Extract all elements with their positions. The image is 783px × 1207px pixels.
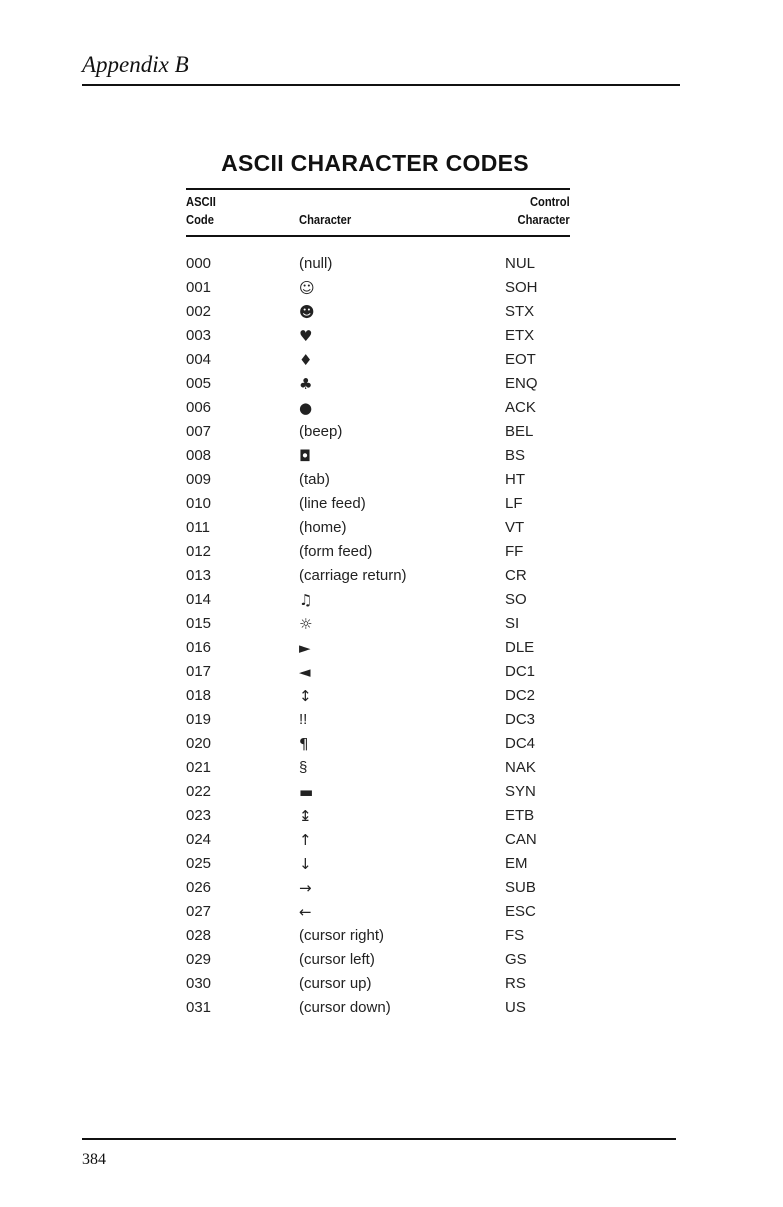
control-character-cell: NAK (505, 759, 536, 776)
character-cell: (null) (299, 255, 333, 272)
control-character-cell: DC2 (505, 687, 536, 704)
character-cell: (tab) (299, 471, 330, 488)
table-row (186, 972, 570, 996)
column-header-ascii-code-line1: ASCII (186, 194, 216, 209)
ascii-code-cell: 005 (186, 375, 212, 392)
table-row (186, 948, 570, 972)
ascii-code-cell: 015 (186, 615, 212, 632)
table-row (186, 540, 570, 564)
table-row (186, 444, 570, 468)
control-character-cell: DC1 (505, 663, 536, 680)
control-character-cell: ACK (505, 399, 536, 416)
ascii-code-cell: 001 (186, 279, 212, 296)
table-row (186, 996, 570, 1020)
table-row (186, 372, 570, 396)
character-cell: (beep) (299, 423, 343, 440)
ascii-code-cell: 011 (186, 519, 210, 536)
footer-rule (82, 1138, 676, 1140)
code-table-body (186, 252, 570, 1020)
ascii-code-cell: 003 (186, 327, 212, 344)
ascii-code-cell: 006 (186, 399, 212, 416)
table-row (186, 564, 570, 588)
table-row (186, 492, 570, 516)
ascii-code-cell: 022 (186, 783, 212, 800)
table-row (186, 708, 570, 732)
ascii-code-cell: 019 (186, 711, 212, 728)
ascii-code-cell: 025 (186, 855, 212, 872)
character-cell: ♥ (299, 327, 313, 345)
character-cell: ♦ (299, 351, 313, 369)
column-header-ascii-code-line2: Code (186, 212, 214, 227)
character-cell: ☻ (299, 303, 315, 321)
character-cell: (home) (299, 519, 347, 536)
character-cell: !! (299, 711, 308, 728)
table-row (186, 924, 570, 948)
control-character-cell: BS (505, 447, 526, 464)
control-character-cell: ETB (505, 807, 535, 824)
character-cell: ◘ (299, 447, 311, 465)
control-character-cell: BEL (505, 423, 534, 440)
ascii-code-cell: 010 (186, 495, 212, 512)
table-row (186, 468, 570, 492)
ascii-code-cell: 029 (186, 951, 212, 968)
ascii-code-cell: 023 (186, 807, 212, 824)
control-character-cell: DC3 (505, 711, 536, 728)
character-cell: § (299, 759, 308, 776)
column-header-control-line2: Character (517, 212, 570, 227)
control-character-cell: HT (505, 471, 525, 488)
table-row (186, 852, 570, 876)
ascii-code-cell: 024 (186, 831, 212, 848)
character-cell: (line feed) (299, 495, 366, 512)
character-cell: (form feed) (299, 543, 373, 560)
ascii-code-cell: 002 (186, 303, 212, 320)
character-cell: ► (299, 639, 311, 657)
ascii-code-cell: 004 (186, 351, 212, 368)
ascii-code-cell: 020 (186, 735, 212, 752)
character-cell: ☺ (299, 279, 315, 297)
character-cell: ¶ (299, 735, 309, 753)
ascii-code-cell: 031 (186, 999, 212, 1016)
column-header-character: Character (299, 212, 352, 227)
table-row (186, 252, 570, 276)
ascii-code-cell: 012 (186, 543, 212, 560)
table-row (186, 732, 570, 756)
control-character-cell: RS (505, 975, 526, 992)
ascii-code-cell: 018 (186, 687, 212, 704)
control-character-cell: EOT (505, 351, 536, 368)
table-top-rule (186, 188, 570, 190)
control-character-cell: DLE (505, 639, 535, 656)
control-character-cell: GS (505, 951, 527, 968)
table-row (186, 588, 570, 612)
page-title: ASCII CHARACTER CODES (221, 150, 529, 176)
table-row (186, 276, 570, 300)
control-character-cell: ESC (505, 903, 536, 920)
character-cell: ♫ (299, 591, 313, 609)
table-row (186, 804, 570, 828)
table-row (186, 636, 570, 660)
character-cell: (carriage return) (299, 567, 407, 584)
ascii-code-cell: 014 (186, 591, 212, 608)
control-character-cell: VT (505, 519, 525, 536)
control-character-cell: LF (505, 495, 523, 512)
control-character-cell: FF (505, 543, 524, 560)
character-cell: ↓ (299, 855, 312, 873)
character-cell: ♣ (299, 375, 313, 393)
table-row (186, 828, 570, 852)
table-row (186, 420, 570, 444)
control-character-cell: ENQ (505, 375, 538, 392)
control-character-cell: EM (505, 855, 528, 872)
character-cell: ☼ (299, 615, 313, 633)
control-character-cell: NUL (505, 255, 536, 272)
character-cell: (cursor down) (299, 999, 391, 1016)
ascii-code-cell: 016 (186, 639, 212, 656)
character-cell: ◄ (299, 663, 311, 681)
character-cell: ↨ (299, 807, 312, 825)
column-header-control-line1: Control (530, 194, 570, 209)
control-character-cell: CAN (505, 831, 537, 848)
ascii-code-cell: 008 (186, 447, 212, 464)
character-cell: → (299, 879, 312, 897)
control-character-cell: SOH (505, 279, 538, 296)
table-row (186, 324, 570, 348)
ascii-code-cell: 026 (186, 879, 212, 896)
control-character-cell: CR (505, 567, 527, 584)
ascii-code-cell: 028 (186, 927, 212, 944)
control-character-cell: SO (505, 591, 527, 608)
character-cell: ← (299, 903, 312, 921)
column-header-control-character (518, 193, 570, 229)
table-row (186, 300, 570, 324)
ascii-code-cell: 021 (186, 759, 212, 776)
control-character-cell: ETX (505, 327, 535, 344)
header-rule (82, 84, 680, 86)
table-row (186, 612, 570, 636)
ascii-code-cell: 000 (186, 255, 212, 272)
page-number: 384 (82, 1151, 106, 1168)
table-row (186, 684, 570, 708)
table-row (186, 876, 570, 900)
character-cell: ● (299, 399, 313, 417)
table-row (186, 396, 570, 420)
running-head: Appendix B (82, 52, 189, 77)
character-cell: ↕ (299, 687, 312, 705)
ascii-code-cell: 007 (186, 423, 212, 440)
control-character-cell: US (505, 999, 526, 1016)
ascii-code-cell: 027 (186, 903, 212, 920)
ascii-code-cell: 013 (186, 567, 212, 584)
character-cell: ↑ (299, 831, 312, 849)
character-cell: ▬ (299, 783, 314, 801)
table-header-rule (186, 235, 570, 237)
table-row (186, 660, 570, 684)
control-character-cell: DC4 (505, 735, 536, 752)
column-header-ascii-code (186, 193, 216, 229)
table-row (186, 900, 570, 924)
control-character-cell: SUB (505, 879, 536, 896)
character-cell: (cursor up) (299, 975, 372, 992)
ascii-code-cell: 017 (186, 663, 212, 680)
control-character-cell: SYN (505, 783, 536, 800)
table-row (186, 348, 570, 372)
character-cell: (cursor left) (299, 951, 375, 968)
control-character-cell: SI (505, 615, 520, 632)
ascii-code-cell: 009 (186, 471, 212, 488)
table-row (186, 756, 570, 780)
ascii-code-cell: 030 (186, 975, 212, 992)
table-row (186, 780, 570, 804)
control-character-cell: FS (505, 927, 525, 944)
character-cell: (cursor right) (299, 927, 385, 944)
table-row (186, 516, 570, 540)
control-character-cell: STX (505, 303, 535, 320)
